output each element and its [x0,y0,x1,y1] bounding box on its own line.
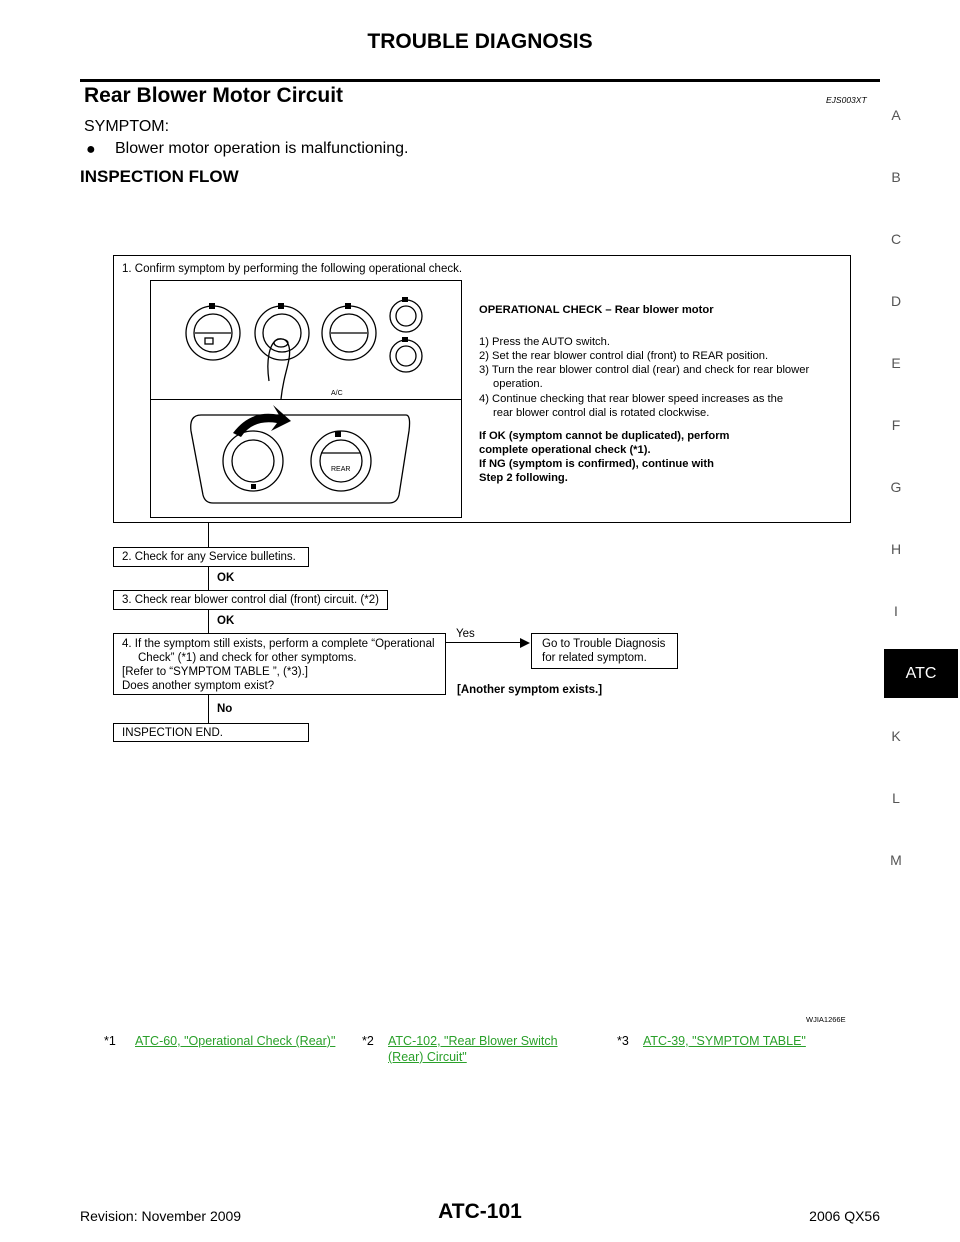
index-tab-e[interactable]: E [891,355,901,371]
ng-note-1: If NG (symptom is confirmed), continue with [479,458,714,470]
footnote-2-link-cont[interactable]: (Rear) Circuit" [388,1050,467,1064]
footnote-2-mark: *2 [362,1034,374,1048]
no-label: No [217,703,233,715]
connector-1-2 [208,523,209,547]
step4-box [113,633,446,695]
index-tab-h[interactable]: H [890,541,902,557]
index-tab-i[interactable]: I [894,603,898,619]
footer-model: 2006 QX56 [809,1208,880,1224]
index-tab-c[interactable]: C [890,231,902,247]
panel-ac-label: A/C [331,390,343,397]
step3-box [113,590,388,610]
footer-page-number: ATC-101 [438,1200,522,1223]
page-header-title: TROUBLE DIAGNOSIS [367,30,593,53]
goto-box [531,633,678,669]
yes-arrow-line [446,642,526,643]
goto-line-1: Go to Trouble Diagnosis [542,638,666,650]
index-tab-k[interactable]: K [891,728,901,744]
footnote-1-mark: *1 [104,1034,116,1048]
index-tab-g[interactable]: G [890,479,902,495]
ok-label-2: OK [217,615,235,627]
connector-3-4 [208,610,209,633]
index-tab-m[interactable]: M [890,852,902,868]
step1-box [113,255,851,523]
step1-text: 1. Confirm symptom by performing the following operational check. [122,263,463,275]
step3-text: 3. Check rear blower control dial (front) circuit. (*2) [122,594,379,606]
symptom-label: SYMPTOM: [84,118,170,135]
operational-check-figure [150,280,462,518]
op-step-2: 2) Set the rear blower control dial (front) to REAR position. [479,350,769,362]
section-code: EJS003XT [826,95,867,105]
another-symptom-label: [Another symptom exists.] [457,684,603,696]
index-tab-f[interactable]: F [891,417,901,433]
step2-box [113,547,309,567]
footnote-3-link[interactable]: ATC-39, "SYMPTOM TABLE" [643,1034,806,1048]
ng-note-2: Step 2 following. [479,472,568,484]
yes-label: Yes [456,628,475,640]
control-panel-illustration [151,281,461,517]
op-step-1: 1) Press the AUTO switch. [479,336,610,348]
symptom-text: Blower motor operation is malfunctioning. [115,140,409,157]
step2-text: 2. Check for any Service bulletins. [122,551,296,563]
footnote-1-link[interactable]: ATC-60, "Operational Check (Rear)" [135,1034,336,1048]
connector-4-end [208,695,209,724]
footnote-3-mark: *3 [617,1034,629,1048]
index-tab-b[interactable]: B [891,169,901,185]
ok-note-2: complete operational check (*1). [479,444,651,456]
index-tab-a[interactable]: A [891,107,901,123]
step4-line-3: [Refer to “SYMPTOM TABLE ”, (*3).] [122,666,308,678]
header-rule [80,79,880,82]
op-step-4a: 4) Continue checking that rear blower speed increases as the [479,393,784,405]
panel-rear-label: REAR [331,466,351,473]
bullet-icon: ● [86,141,96,158]
index-tab-d[interactable]: D [890,293,902,309]
op-step-3b: operation. [493,378,543,390]
step4-line-4: Does another symptom exist? [122,680,275,692]
ok-note-1: If OK (symptom cannot be duplicated), perform [479,430,730,442]
index-tab-l[interactable]: L [892,790,900,806]
footer-revision: Revision: November 2009 [80,1208,242,1224]
goto-line-2: for related symptom. [542,652,647,664]
step4-line-2: Check” (*1) and check for other symptoms. [138,652,357,664]
op-step-4b: rear blower control dial is rotated clockwise. [493,407,710,419]
op-step-3a: 3) Turn the rear blower control dial (rear) and check for rear blower [479,364,810,376]
step4-line-1: 4. If the symptom still exists, perform a complete “Operational [122,638,435,650]
end-box [113,723,309,742]
figure-code: WJIA1266E [806,1015,846,1024]
end-text: INSPECTION END. [122,727,223,739]
inspection-flow-title: INSPECTION FLOW [80,167,239,186]
section-title: Rear Blower Motor Circuit [84,84,344,107]
ok-label-1: OK [217,572,235,584]
op-check-title: OPERATIONAL CHECK – Rear blower motor [479,304,714,316]
connector-2-3 [208,567,209,590]
index-tab-atc-active[interactable]: ATC [884,649,958,698]
footnote-2-link[interactable]: ATC-102, "Rear Blower Switch [388,1034,558,1048]
